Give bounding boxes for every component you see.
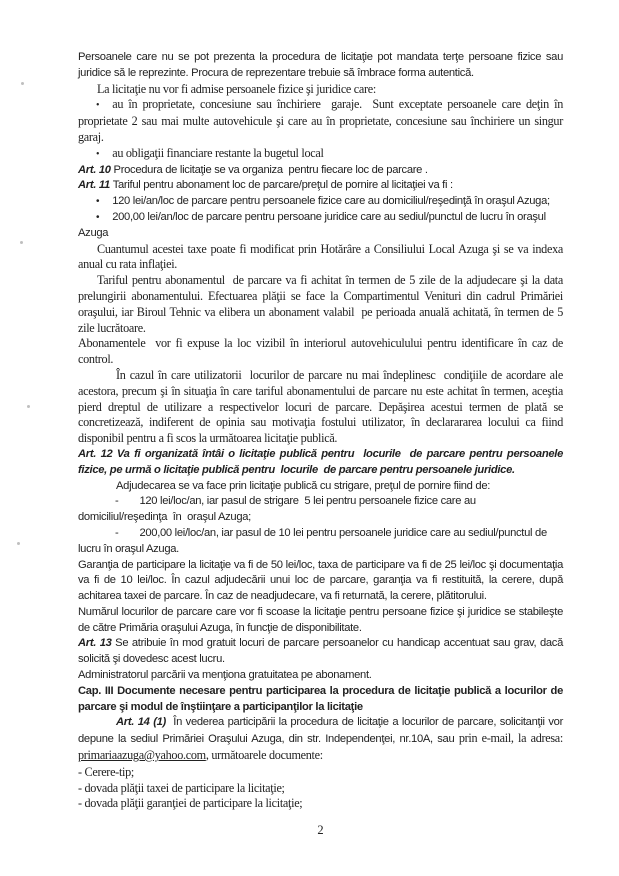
- bullet-garaje: [78, 97, 563, 145]
- text-segment: Administratorul parcării va menţiona gratuitatea pe abonament.: [78, 669, 372, 682]
- text-segment: au în proprietate, concesiune sau închiriere garaje. Sunt exceptate persoanele care deţin în proprietate 2 sau mai multe autovehicule şi care au în proprietate, concesiune sau închiriere un singur garaj.: [78, 97, 563, 144]
- doc-dovada-garantie: [78, 796, 563, 812]
- dash-pret-juridice: [78, 526, 563, 558]
- text-segment: Procedura de licitaţie se va organiza pentru fiecare loc de parcare .: [113, 163, 428, 176]
- art-10: [78, 163, 563, 179]
- administrator-paragraph: [78, 668, 563, 684]
- art-14: [78, 715, 563, 764]
- art-13: [78, 636, 563, 668]
- text-segment: Tariful pentru abonament loc de parcare/preţul de pornire al licitaţiei va fi :: [112, 179, 453, 192]
- scan-speck: [17, 542, 20, 545]
- document-body: [78, 50, 563, 812]
- text-segment: Persoanele care nu se pot prezenta la procedura de licitaţie pot mandata terţe persoane fizice sau juridice să le reprezinte. Procura de reprezentare trebuie să îmbrace forma autentică.: [78, 51, 563, 79]
- cuantum-paragraph: [78, 242, 563, 274]
- admission-intro: [78, 82, 563, 98]
- cap-3-heading: [78, 684, 563, 716]
- dash-marker: -: [115, 526, 119, 539]
- scan-speck: [20, 241, 23, 244]
- text-segment: , următoarele documente:: [205, 748, 323, 763]
- email-address: primariaazuga@yahoo.com: [78, 748, 206, 763]
- text-segment: Art. 11: [78, 179, 113, 192]
- text-segment: La licitaţie nu vor fi admise persoanele fizice şi juridice care:: [97, 81, 376, 96]
- text-segment: - dovada plăţii taxei de participare la licitaţie;: [78, 780, 285, 795]
- tarif-achitare-paragraph: [78, 273, 563, 336]
- text-segment: Numărul locurilor de parcare care vor fi scoase la licitaţie pentru persoane fizice şi juridice se stabileşte de către Primăria oraşului Azuga, în funcţie de disponibilitate.: [78, 605, 563, 634]
- pierdere-drept-paragraph: [78, 368, 563, 447]
- text-segment: Garanţia de participare la licitaţie va fi de 50 lei/loc, taxa de participare va fi de 25 lei/loc şi documentaţia va fi de 10 lei/loc. În cazul adjudecării unui loc de parcare, garanţia va fi restituită, la cerere, după achitarea taxei de parcare. În caz de neadjudecare, va fi returnată, la cerere, plătitorului.: [78, 558, 563, 603]
- scan-speck: [27, 405, 30, 408]
- numar-locuri-paragraph: [78, 605, 563, 637]
- art-12: [78, 447, 563, 479]
- text-segment: În vederea participării la procedura de licitaţie a locurilor de parcare, solicitanţii vor depune la sediul Primăriei Oraşului Azuga, din str. Independenţei, nr.10A, sau: [78, 716, 563, 746]
- bullet-marker: •: [96, 196, 100, 208]
- art-11: [78, 178, 563, 194]
- page-number: 2: [317, 823, 324, 838]
- text-segment: Cuantumul acestei taxe poate fi modificat prin Hotărâre a Consiliului Local Azuga şi se va indexa anual cu rata inflaţiei.: [78, 241, 563, 272]
- bullet-obligatii: [78, 146, 563, 163]
- text-segment: În cazul în care utilizatorii locurilor de parcare nu mai îndeplinesc condiţiile de acordare ale acestora, precum şi în situaţia în care tariful abonamentului de parcare nu este achitat în termen, aceştia pierd dreptul de utilizare a respectivelor locuri de parcare. Depăşirea acestui termen de plată se concretizează, indiferent de opinia sau motivaţia fostului utilizator, în declarararea locului ca fiind disponibil pentru a fi scos la următoarea licitaţie publică.: [78, 367, 563, 446]
- bullet-marker: •: [96, 148, 100, 160]
- text-segment: 120 lei/loc/an, iar pasul de strigare 5 lei pentru persoanele fizice care au domiciliul/reşedinţa în oraşul Azuga;: [78, 495, 476, 524]
- text-segment: Tariful pentru abonamentul de parcare va fi achitat în termen de 5 zile de la adjudecare şi la data prelungirii abonamentului. Efectuarea plăţii se face la Compartimentul Venituri din cadrul Primăriei oraşului, iar Biroul Tehnic va elibera un abonament valabil pe perioada anuală achitată, în termen de 5 zile lucrătoare.: [78, 273, 563, 335]
- text-segment: 120 lei/an/loc de parcare pentru persoanele fizice care au domiciliul/reşedinţă în oraşul Azuga;: [112, 195, 550, 208]
- text-segment: Art. 14 (1): [116, 716, 166, 729]
- text-segment: - Cerere-tip;: [78, 764, 134, 779]
- dash-marker: -: [115, 495, 119, 508]
- dash-pret-fizice: [78, 494, 563, 526]
- doc-cerere-tip: [78, 765, 563, 781]
- text-segment: Se atribuie în mod gratuit locuri de parcare persoanelor cu handicap accentuat sau grav, dacă solicită şi dovedesc acest lucru.: [78, 637, 563, 666]
- text-segment: Art. 13: [78, 637, 116, 650]
- text-segment: prin e-mail, la adresa:: [458, 731, 563, 746]
- abonamente-expuse-paragraph: [78, 336, 563, 368]
- text-segment: au obligaţii financiare restante la bugetul local: [112, 145, 324, 160]
- doc-dovada-taxa: [78, 781, 563, 797]
- text-segment: - dovada plăţii garanţiei de participare la licitaţie;: [78, 796, 303, 811]
- adjudecare-paragraph: [78, 479, 563, 495]
- scan-speck: [21, 82, 24, 85]
- text-segment: 200,00 lei/an/loc de parcare pentru persoane juridice care au sediul/punctul de lucru în oraşul Azuga: [78, 210, 546, 239]
- text-segment: Cap. III Documente necesare pentru participarea la procedura de licitaţie publică a locurilor de parcare şi modul de înştiinţare a participanţilor la licitaţie: [78, 684, 563, 713]
- bullet-tarif-juridice: [78, 210, 563, 242]
- text-segment: 200,00 lei/loc/an, iar pasul de 10 lei pentru persoanele juridice care au sediul/punctul de lucru în oraşul Azuga.: [78, 526, 547, 555]
- text-segment: Art. 10: [78, 163, 114, 176]
- text-segment: Art. 12 Va fi organizată întâi o licitaţie publică pentru locurile de parcare pentru persoanele fizice, pe urmă o licitaţie publică pentru locurile de parcare pentru persoanele juridice.: [78, 447, 563, 476]
- intro-paragraph: [78, 50, 563, 82]
- bullet-marker: •: [96, 100, 100, 112]
- text-segment: Adjudecarea se va face prin licitaţie publică cu strigare, preţul de pornire fiind de:: [116, 479, 491, 492]
- text-segment: Abonamentele vor fi expuse la loc vizibil în interiorul autovehiculului pentru identificare în caz de control.: [78, 336, 563, 367]
- bullet-tarif-fizice: [78, 194, 563, 210]
- bullet-marker: •: [96, 211, 100, 223]
- garantie-paragraph: [78, 558, 563, 605]
